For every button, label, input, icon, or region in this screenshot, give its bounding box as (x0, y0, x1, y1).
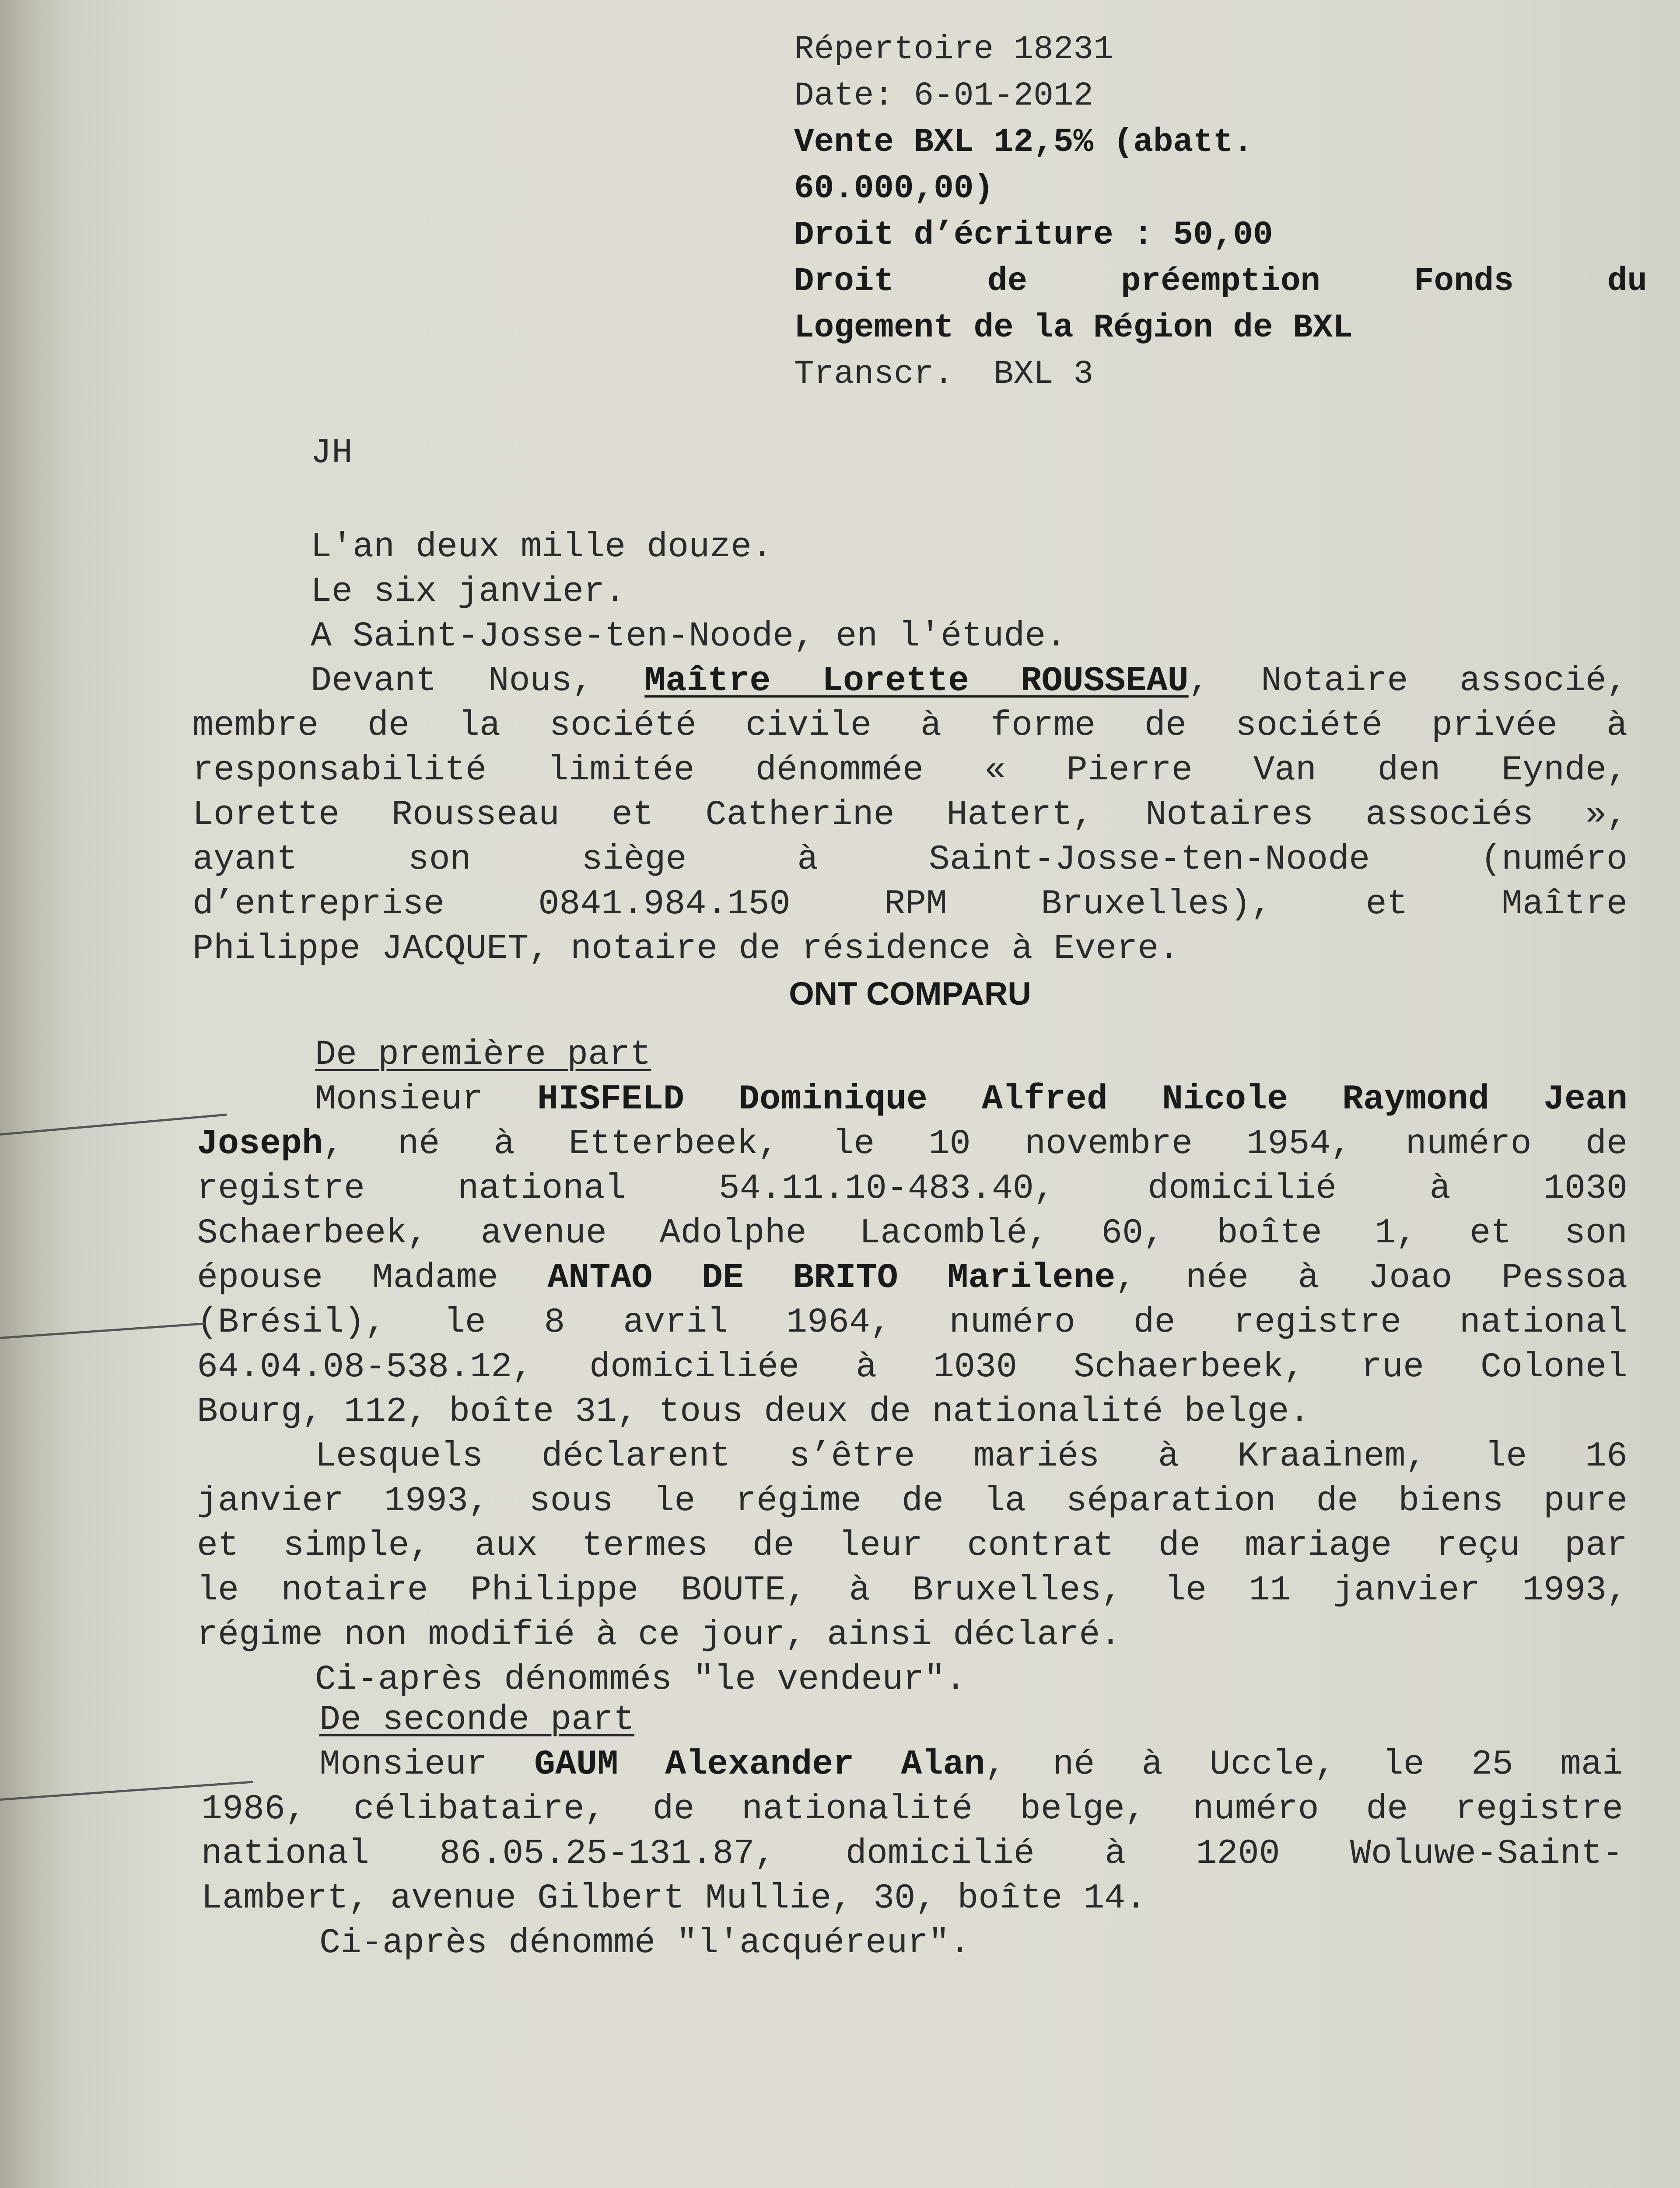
initials: JH (311, 433, 353, 473)
devant-line-4: Lorette Rousseau et Catherine Hatert, Notaires associés », (192, 795, 1628, 835)
vente-line-2: 60.000,00) (794, 170, 994, 207)
notary-name: Maître Lorette ROUSSEAU (644, 661, 1189, 701)
devant-line-6: d’entreprise 0841.984.150 RPM Bruxelles), et Maître (192, 884, 1628, 924)
preemption-line-2: Logement de la Région de BXL (794, 309, 1353, 347)
buyer-name: GAUM Alexander Alan (534, 1745, 985, 1785)
marriage-line-2: janvier 1993, sous le régime de la séparation de biens pure (197, 1481, 1628, 1521)
devant-line-1 (192, 659, 1628, 704)
intro-year: L'an deux mille douze. (311, 527, 773, 567)
devant-line-3: responsabilité limitée dénommée « Pierre Van den Eynde, (192, 750, 1628, 790)
buyer-line-2: 1986, célibataire, de nationalité belge, numéro de registre (201, 1789, 1623, 1829)
devant-line-5: ayant son siège à Saint-Josse-ten-Noode (numéro (192, 840, 1628, 880)
spouse-birth: , née à Joao Pessoa (1115, 1258, 1628, 1298)
marriage-line-4: le notaire Philippe BOUTE, à Bruxelles, le 11 janvier 1993, (197, 1571, 1628, 1610)
devant-line-2: membre de la société civile à forme de société privée à (192, 706, 1628, 746)
repertoire-number: Répertoire 18231 (794, 31, 1113, 68)
spouse-prefix: épouse Madame (197, 1258, 548, 1298)
seller-name-end: Joseph (197, 1124, 323, 1164)
buyer-birth: , né à Uccle, le 25 mai (985, 1745, 1623, 1785)
first-party (197, 1033, 1628, 1702)
first-party-heading (197, 1033, 1628, 1077)
marriage-line-3: et simple, aux termes de leur contrat de mariage reçu par (197, 1526, 1628, 1566)
devant-line-7: Philippe JACQUET, notaire de résidence à Evere. (192, 929, 1180, 969)
devant-suffix: , Notaire associé, (1188, 661, 1628, 701)
seller-name: HISFELD Dominique Alfred Nicole Raymond Jean (537, 1080, 1628, 1119)
seller-birth: , né à Etterbeek, le 10 novembre 1954, numéro de (323, 1124, 1628, 1164)
devant-prefix: Devant Nous, (311, 661, 645, 701)
buyer-line-4: Lambert, avenue Gilbert Mullie, 30, boîte 14. (201, 1879, 1147, 1918)
seller-line-7: 64.04.08-538.12, domiciliée à 1030 Schaerbeek, rue Colonel (197, 1347, 1628, 1387)
droit-ecriture: Droit d’écriture : 50,00 (794, 216, 1273, 254)
transcription: Transcr. BXL 3 (794, 355, 1094, 393)
spouse-name: ANTAO DE BRITO Marilene (547, 1258, 1116, 1298)
page-edge-shadow (0, 0, 70, 2188)
buyer-designation: Ci-après dénommé "l'acquéreur". (319, 1923, 971, 1963)
buyer-line-1 (201, 1743, 1623, 1787)
document-header (794, 26, 1647, 397)
seller-line-1 (197, 1077, 1628, 1122)
intro-day: Le six janvier. (311, 572, 626, 612)
seller-line-8: Bourg, 112, boîte 31, tous deux de nationalité belge. (197, 1392, 1310, 1432)
buyer-prefix: Monsieur (319, 1745, 535, 1785)
seller-line-4: Schaerbeek, avenue Adolphe Lacomblé, 60, boîte 1, et son (197, 1213, 1628, 1253)
ont-comparu-heading: ONT COMPARU (789, 975, 1031, 1012)
preemption-line-1: Droit de préemption Fonds du (794, 263, 1647, 300)
deed-intro (192, 525, 1628, 1016)
marriage-line-1: Lesquels déclarent s’être mariés à Kraainem, le 16 (315, 1437, 1628, 1476)
document-date: Date: 6-01-2012 (794, 77, 1094, 115)
seller-designation: Ci-après dénommés "le vendeur". (315, 1660, 966, 1700)
second-party-heading-text: De seconde part (319, 1700, 635, 1740)
vente-line-1: Vente BXL 12,5% (abatt. (794, 123, 1253, 161)
second-party-heading (201, 1698, 1623, 1743)
first-party-heading-text: De première part (315, 1035, 651, 1075)
seller-line-3: registre national 54.11.10-483.40, domicilié à 1030 (197, 1169, 1628, 1209)
initials-block (192, 431, 1628, 476)
intro-place: A Saint-Josse-ten-Noode, en l'étude. (311, 617, 1067, 656)
marriage-line-5: régime non modifié à ce jour, ainsi déclaré. (197, 1615, 1121, 1655)
second-party (201, 1698, 1623, 1966)
buyer-line-3: national 86.05.25-131.87, domicilié à 1200 Woluwe-Saint- (201, 1834, 1623, 1874)
seller-line-6: (Brésil), le 8 avril 1964, numéro de registre national (197, 1303, 1628, 1343)
seller-prefix: Monsieur (315, 1080, 537, 1119)
seller-line-5 (197, 1256, 1628, 1301)
seller-line-2 (197, 1122, 1628, 1167)
